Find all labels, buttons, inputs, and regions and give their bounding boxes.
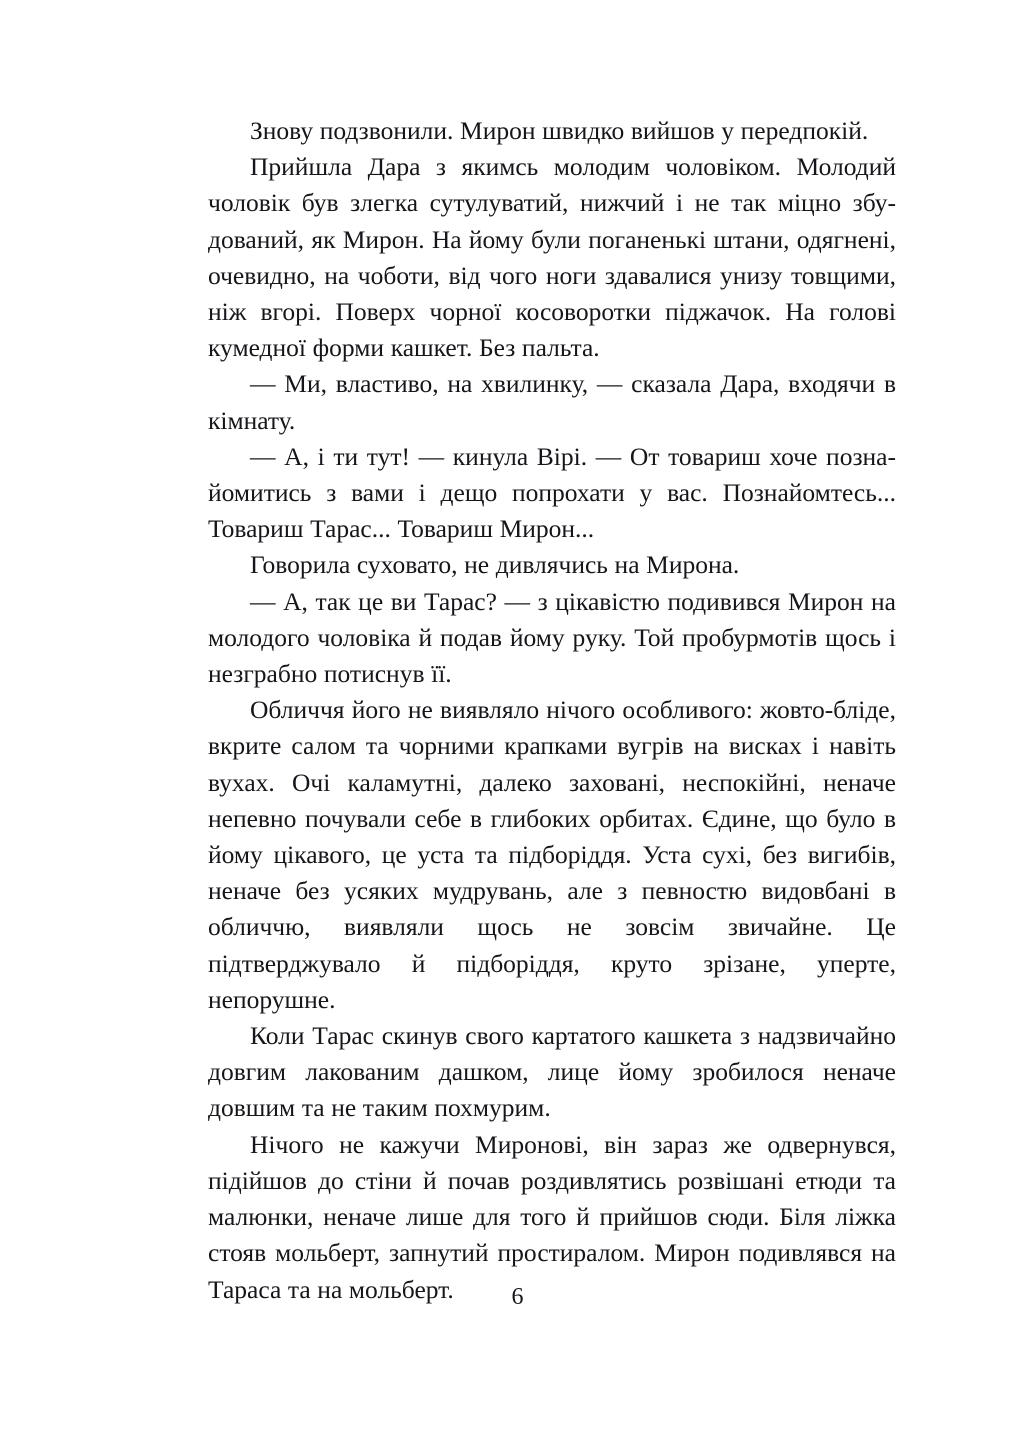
paragraph: Обличчя його не виявляло нічого особливого: жовто-бліде, вкрите салом та чорними крапками вугрів на висках і навіть вухах. Очі каламутні, далеко заховані, неспокійні, неначе непевно почували себе в глибоких орбитах. Єдине, що було в йому цікавого, це уста та підборіддя. Уста сухі, без вигибів, неначе без усяких мудрувань, але з певностю видовбані в обличчю, виявляли щось не зовсім звичайне. Це підтверджувало й підборіддя, круто зрізане, уперте, непорушне.	[208, 695, 896, 1014]
paragraph: — А, так це ви Тарас? — з цікавістю подивився Мирон на молодого чоловіка й подав йому руку. Той пробурмотів щось і незграбно потиснув її.	[208, 586, 896, 689]
body-text-block	[208, 113, 896, 1308]
paragraph: Прийшла Дара з якимсь молодим чоловіком. Молодий чоловік був злегка сутулуватий, нижчий і не так міцно збудований, як Мирон. На йому були поганенькі штани, одягнені, очевидно, на чоботи, від чого ноги здавалися унизу товщими, ніж вгорі. Поверх чорної косоворотки піджачок. На голові кумедної форми кашкет. Без пальта.	[208, 152, 896, 363]
paragraph: Говорила суховато, не дивлячись на Мирона.	[250, 550, 740, 580]
paragraph: — А, і ти тут! — кинула Вірі. — От товариш хоче познайомитись з вами і дещо попрохати у вас. Познайомтесь... Товариш Тарас... Товариш Мирон...	[208, 441, 896, 544]
paragraph: Коли Тарас скинув свого картатого кашкета з надзвичайно довгим лакованим дашком, лице йому зробилося неначе довшим та не таким похмурим.	[208, 1021, 896, 1123]
paragraph: Знову подзвонили. Мирон швидко вийшов у передпокій.	[250, 116, 869, 145]
paragraph: Нічого не кажучи Миронові, він зараз же одвернувся, підійшов до стіни й почав роздивлятись розвішані етюди та малюнки, неначе лише для того й прийшов сюди. Біля ліжка стояв мольберт, запнутий простиралом. Мирон подивлявся на Тараса та на мольберт.	[208, 1129, 896, 1304]
page-number: 6	[511, 1284, 524, 1310]
paragraph: — Ми, властиво, на хвилинку, — сказала Дара, входячи в кімнату.	[208, 369, 896, 435]
